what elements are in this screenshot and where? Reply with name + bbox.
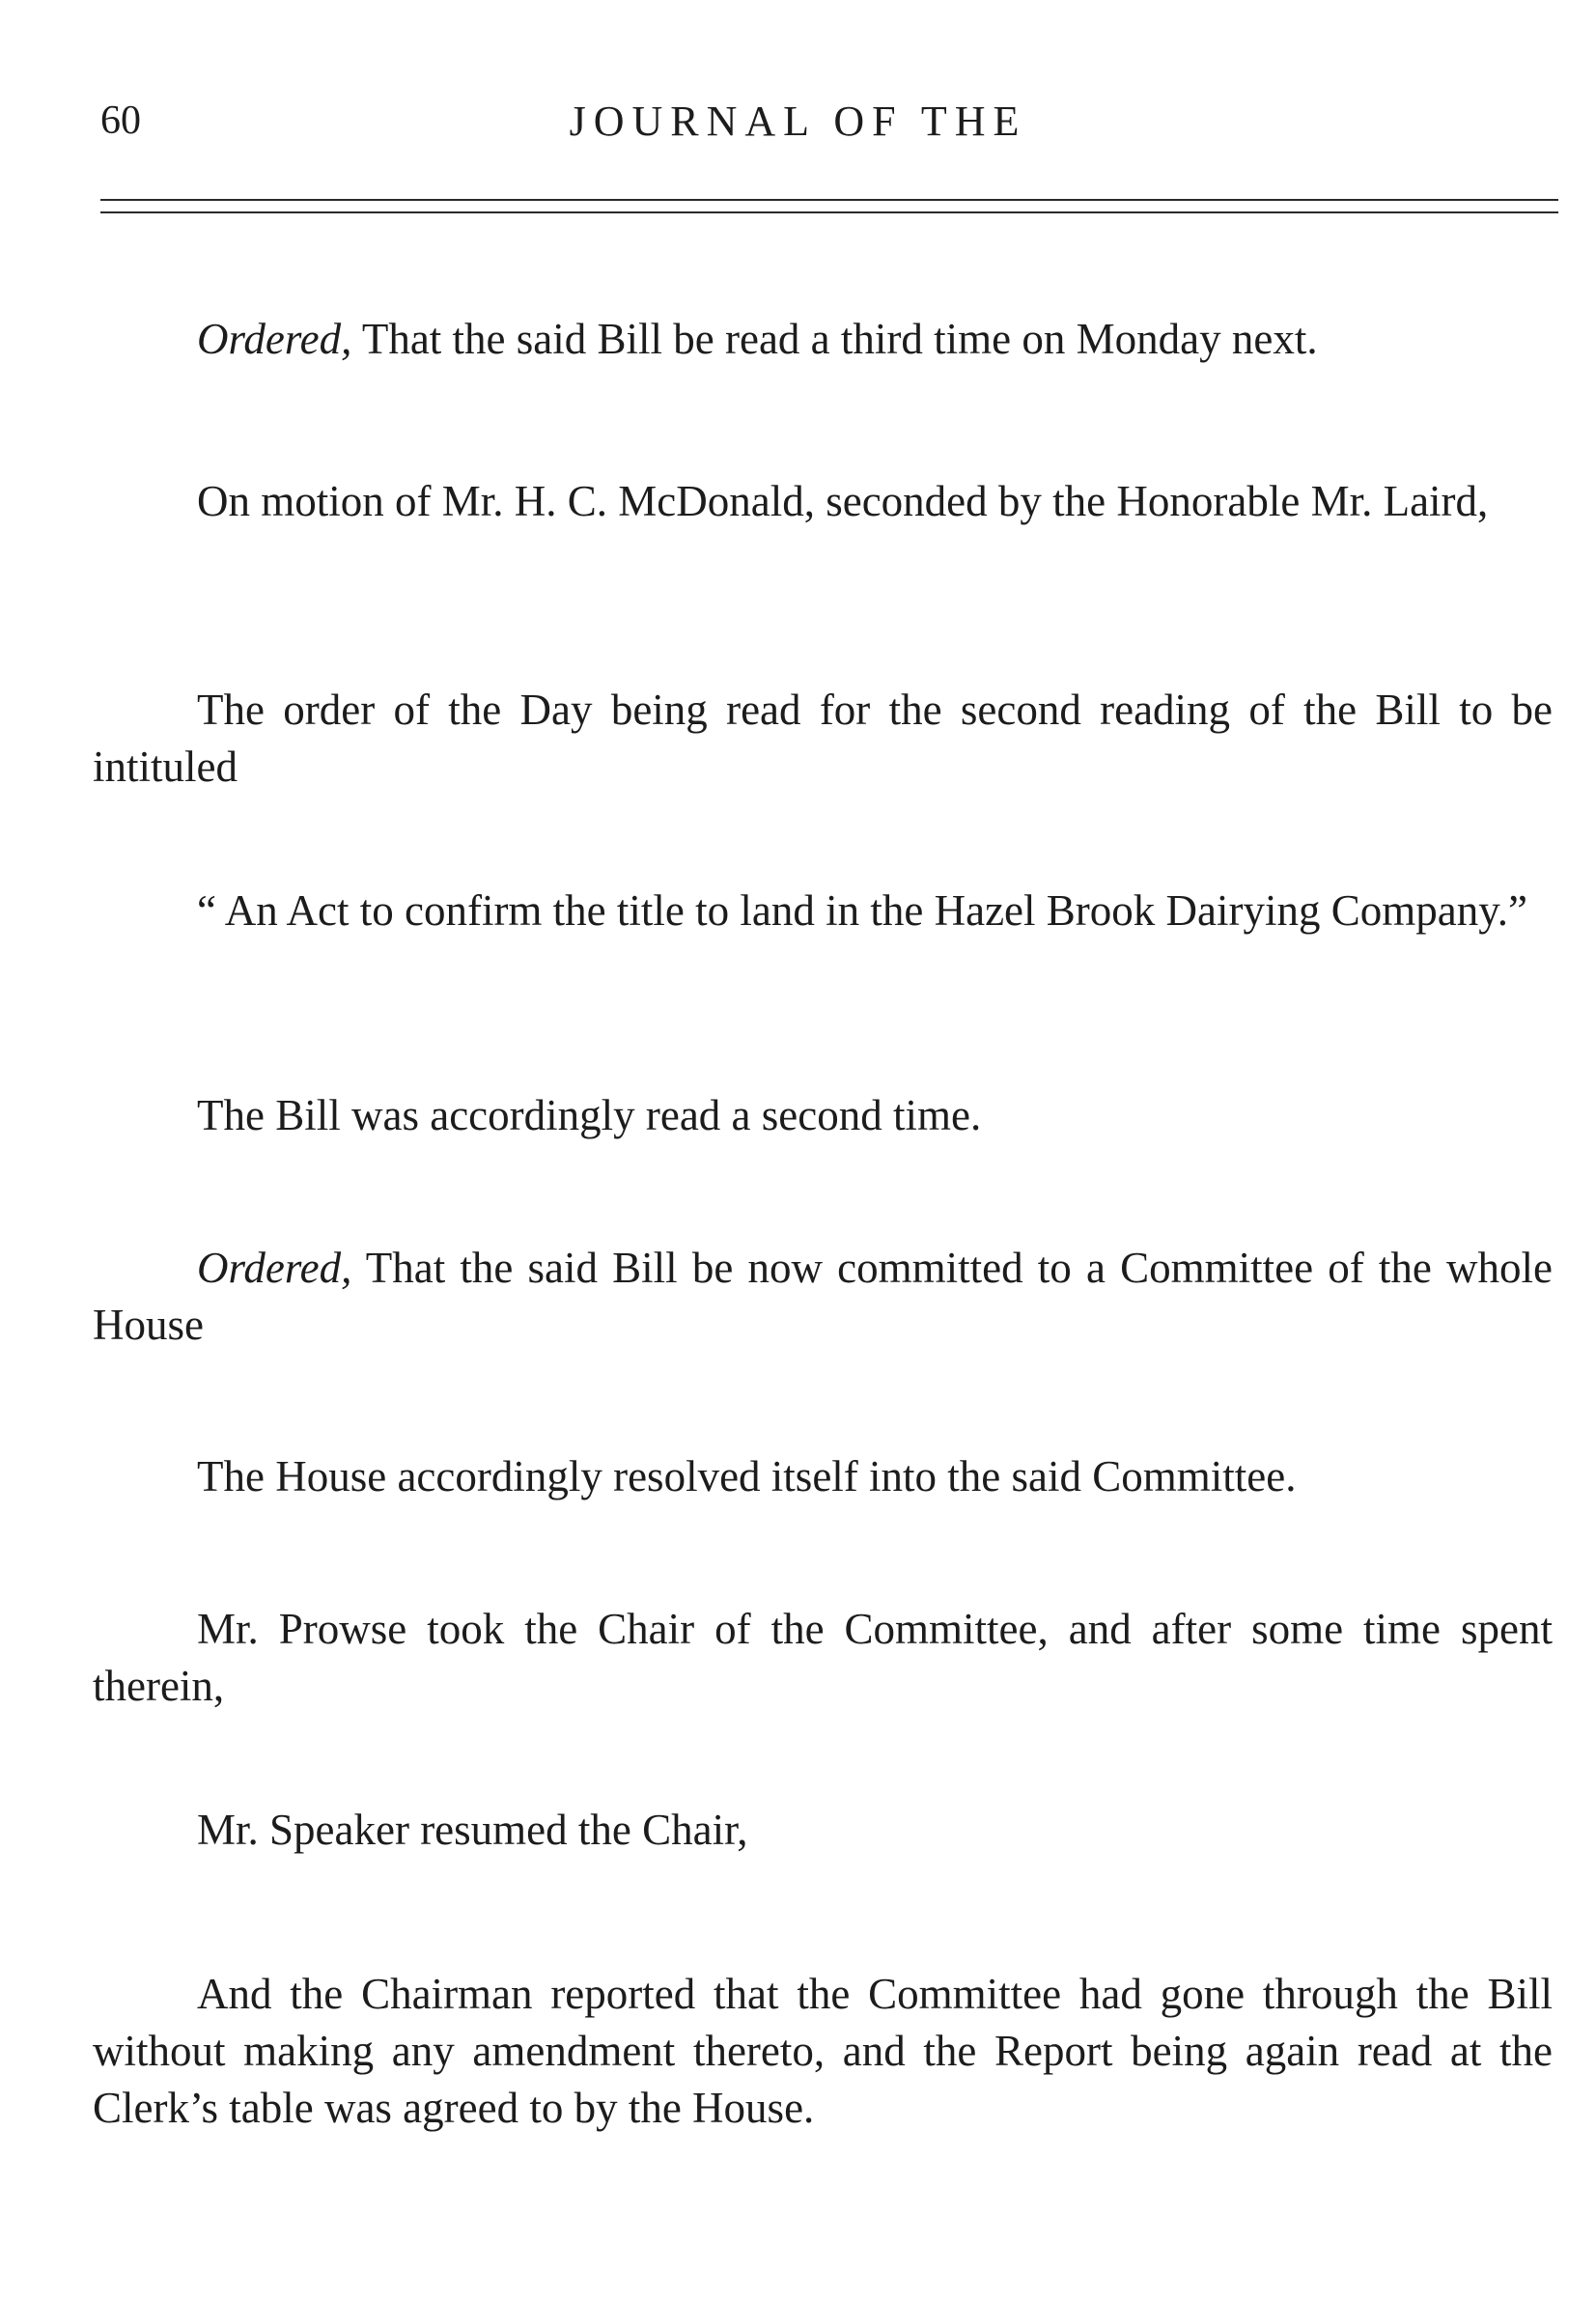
- header-rule-bottom: [100, 211, 1558, 213]
- running-title: JOURNAL OF THE: [569, 98, 1027, 145]
- paragraph-text: The order of the Day being read for the second reading of the Bill to be intituled: [93, 686, 1553, 791]
- paragraph-motion: [93, 473, 1553, 530]
- paragraph-text: The Bill was accordingly read a second time.: [197, 1091, 982, 1139]
- paragraph-speaker-resumed: [93, 1802, 1553, 1859]
- paragraph-prowse-chair: [93, 1601, 1553, 1715]
- paragraph-text: That the said Bill be read a third time on Monday next.: [351, 315, 1318, 363]
- ordered-italic: Ordered,: [197, 1244, 352, 1292]
- paragraph-ordered-committed: [93, 1240, 1553, 1354]
- paragraph-text: “ An Act to confirm the title to land in the Hazel Brook Dairying Company.”: [197, 886, 1528, 935]
- paragraph-second-reading: [93, 1087, 1553, 1144]
- paragraph-order-of-day: [93, 682, 1553, 796]
- paragraph-resolved-committee: [93, 1448, 1553, 1505]
- ordered-italic: Ordered,: [197, 315, 352, 363]
- paragraph-text: And the Chairman reported that the Committee had gone through the Bill without making any amendment thereto, and the Report being again read at the Clerk’s table was agreed to by the House.: [93, 1970, 1553, 2132]
- paragraph-text: The House accordingly resolved itself into the said Committee.: [197, 1452, 1297, 1500]
- paragraph-text: Mr. Prowse took the Chair of the Committee, and after some time spent therein,: [93, 1605, 1553, 1710]
- paragraph-chairman-reported: [93, 1966, 1553, 2137]
- paragraph-text: That the said Bill be now committed to a Committee of the whole House: [93, 1244, 1553, 1349]
- paragraph-text: Mr. Speaker resumed the Chair,: [197, 1806, 748, 1854]
- paragraph-ordered-third-reading: [93, 311, 1553, 368]
- paragraph-text: On motion of Mr. H. C. McDonald, seconded by the Honorable Mr. Laird,: [197, 477, 1489, 525]
- paragraph-act-title: [93, 883, 1553, 939]
- page-number: 60: [100, 98, 141, 143]
- header-rule-top: [100, 199, 1558, 201]
